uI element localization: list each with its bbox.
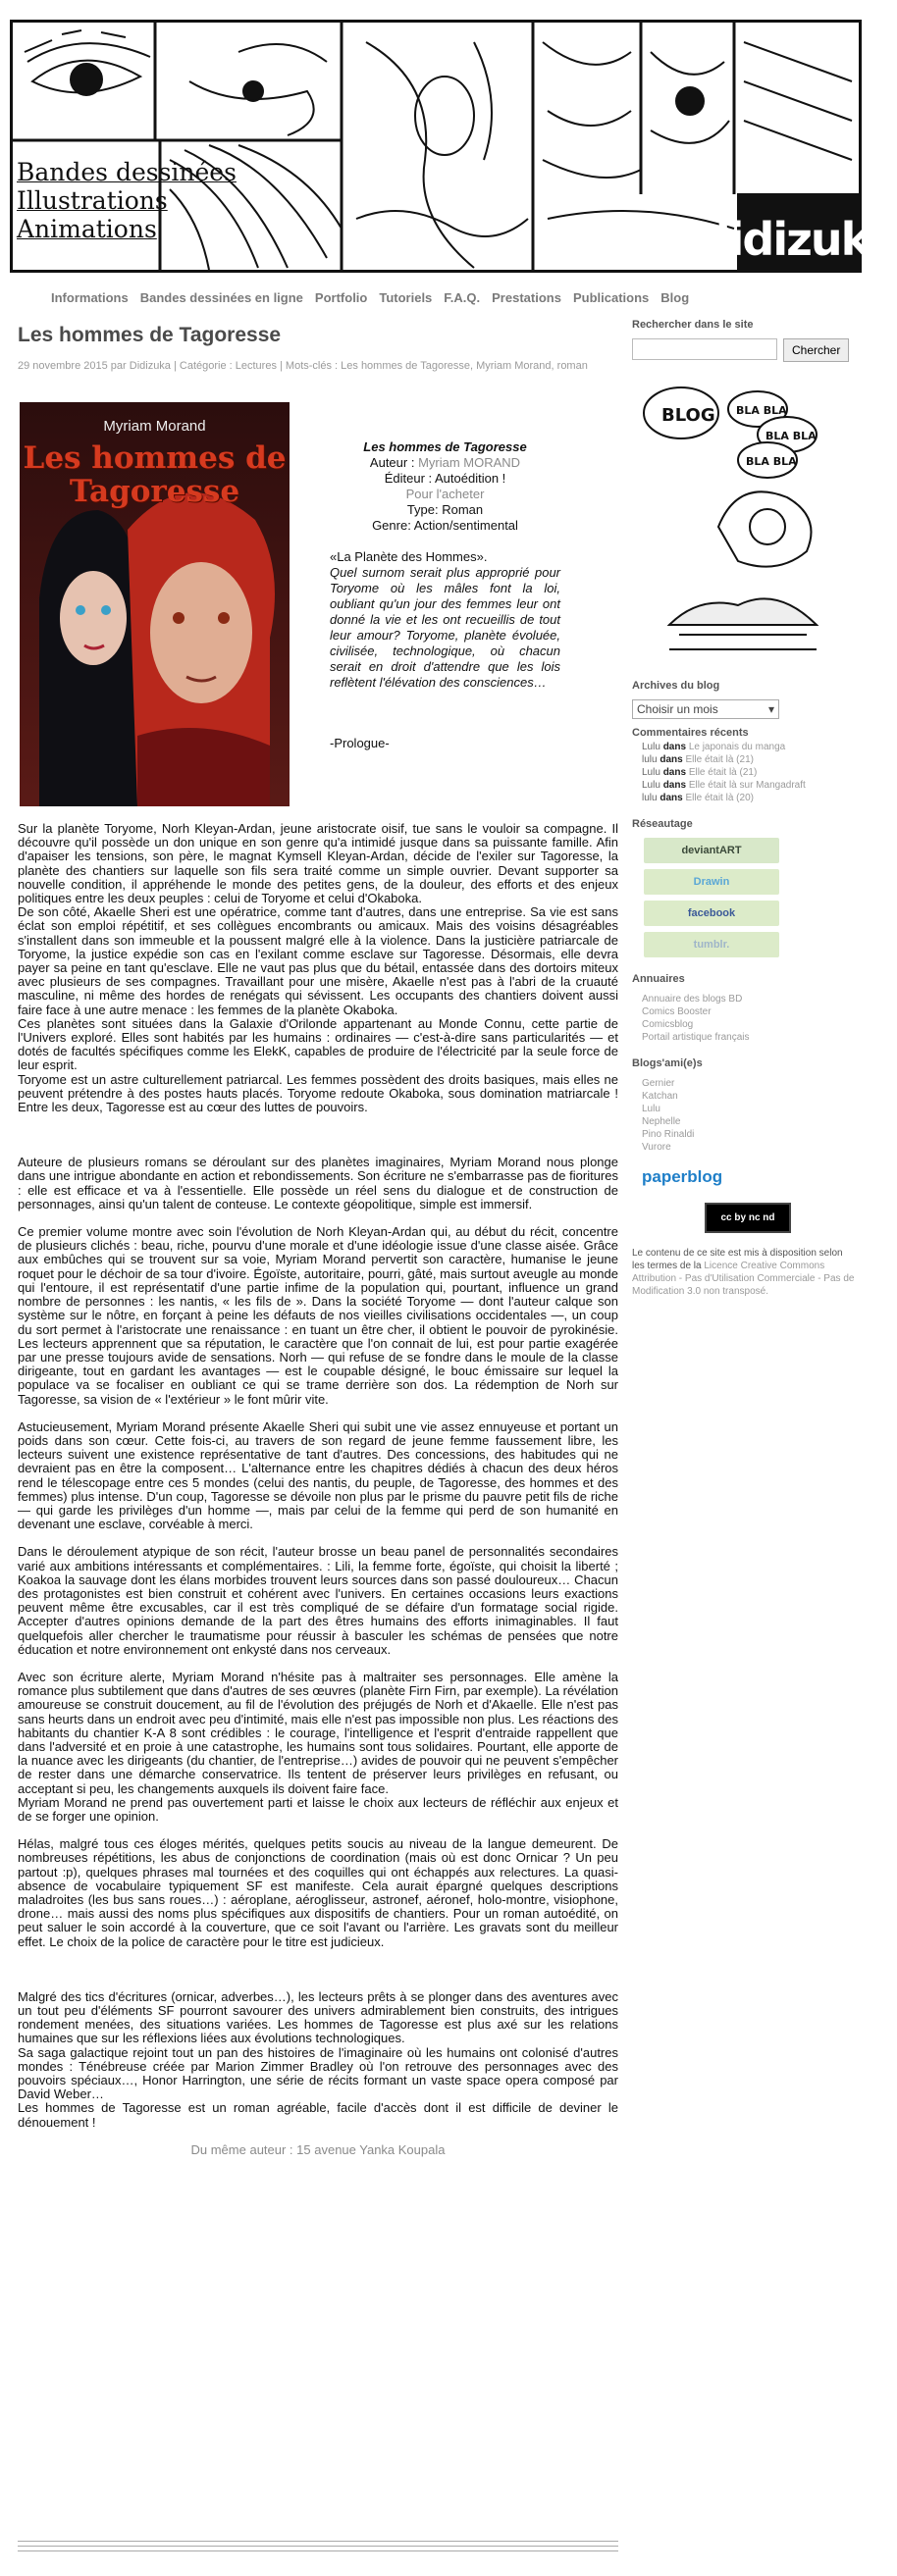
paragraph: Avec son écriture alerte, Myriam Morand n'hésite pas à maltraiter ses personnages. Elle amène la romance plus subtilement que dans d'autres de ses œuvres (planète Firn Firn, par exemple). La révélation amoureuse se construit doucement, au fil de l'évolution des préjugés de Norh et d'Akaelle. Elle n'est pas sans heurts dans un endroit avec peu d'intimité, mais elle n'est pas impossible non plus. Les réactions des habitants du chantier K-A 8 sont crédibles : le courage, l'intelligence et l'esprit d'entraide rappellent que dans l'adversité et en proie à une catastrophe, les humains sont tous solidaires. Pourtant, elle apporte de la nuance avec les dirigeants (du chantier, de l'entreprise…) avides de pouvoir qui ne peuvent s'empêcher de rester dans une démarche conservatrice. Ils tentent de préserver leurs privilèges en refusant, ou acceptant si peu, les changements auxquels ils doivent faire face. (18, 1669, 618, 1796)
quote-body: Quel surnom serait plus approprié pour Toryome où les mâles font la loi, oubliant qu'un jour des femmes leur ont donné la vie et les ont recueillis de tout leur amour? Toryome, planète évoluée, civilisée, technologique, où chacun serait en droit d'attendre que les lois reflètent l'élévation des consciences… (330, 565, 560, 690)
paragraph: Toryome est un astre culturellement patriarcal. Les femmes possèdent des droits basiques, mais elles ne peuvent prétendre à des postes hauts placés. Toryome redoute Okaboka, sous domination matriarcale ! Entre les deux, Tagoresse est au cœur des luttes de pouvoirs. (18, 1071, 618, 1115)
network-title: Réseautage (632, 818, 693, 830)
tagline-animations: Animations (17, 215, 157, 243)
bubble-blog: BLOG (661, 405, 715, 426)
paragraph: Auteure de plusieurs romans se déroulant sur des planètes imaginaires, Myriam Morand nous plonge dans une intrigue abondante en action et rebondissements. Son écriture ne s'embarrasse pas de fioritures : elle est efficace et va à l'essentielle. Elle possède un réel sens du dialogue et de construction de personnages, ainsi qu'un talent de conteuse. Le contexte géopolitique, simple est immersif. (18, 1155, 618, 1211)
tumblr-button[interactable]: tumblr. (644, 932, 779, 957)
annuaires-title: Annuaires (632, 973, 685, 985)
nav-portfolio[interactable]: Portfolio (314, 290, 368, 305)
paragraph: Dans le déroulement atypique de son récit, l'auteur brosse un beau panel de personnalités secondaires varié aux ambitions intéressants et complémentaires. : Lili, la femme forte, égoïste, qui choisit la liberté ; Koakoa la sauvage dont les élans morbides trouvent leurs sources dans son passé douloureux… Chacun des protagonistes est bien construit et cohérent avec l'univers. En certaines occasions leurs exactions peuvent même être excusables, car il est très compliqué de se défaire d'un formatage social rigide. Accepter d'autres opinions demande de la part des êtres humains des efforts inimaginables. Il faut quelquefois aller chercher le traumatisme pour réussir à basculer les schémas de pensées que notre éducation et notre environnement ont enkysté dans nos cerveaux. (18, 1544, 618, 1657)
list-item[interactable]: Lulu dans Elle était là (21) (642, 767, 758, 778)
paragraph: Myriam Morand ne prend pas ouvertement parti et laisse le choix aux lecteurs de réfléchir aux enjeux et de se forger une opinion. (18, 1794, 618, 1824)
list-item[interactable]: lulu dans Elle était là (20) (642, 793, 754, 803)
book-info-editor: Éditeur : Autoédition ! (384, 471, 506, 486)
blog-link[interactable]: Pino Rinaldi (642, 1129, 695, 1140)
tagline-bd: Bandes dessinées (17, 158, 237, 186)
chevron-down-icon: ▾ (767, 702, 774, 716)
paperblog-logo[interactable]: paperblog (642, 1167, 723, 1186)
site-logo[interactable]: didizuka (737, 193, 859, 270)
nav-prestations[interactable]: Prestations (492, 290, 561, 305)
search-form (632, 338, 856, 362)
nav-blog[interactable]: Blog (660, 290, 690, 305)
paragraph: Sa saga galactique rejoint tout un pan des histoires de l'imaginaire où les humains ont colonisé d'autres mondes : Ténébreuse créée par Marion Zimmer Bradley où l'on retrouve des personnages avec des pouvoirs spéciaux…, Honor Harrington, une série de récits formant un vaste space opera composé par David Weber… (18, 2044, 618, 2102)
recent-comments (632, 741, 856, 804)
cc-license-badge[interactable]: cc by nc nd (705, 1203, 791, 1233)
main-nav (51, 290, 701, 305)
drawin-button[interactable]: Drawin (644, 869, 779, 895)
svg-text:BLA BLA: BLA BLA (746, 455, 797, 468)
blogs-list (632, 1077, 856, 1154)
blog-illustration (640, 380, 836, 664)
book-info-author: Auteur : Myriam MORAND (369, 455, 521, 470)
facebook-button[interactable]: facebook (644, 901, 779, 926)
paragraph: Les hommes de Tagoresse est un roman agréable, facile d'accès dont il est difficile de deviner le dénouement ! (18, 2100, 618, 2130)
archives-select[interactable]: Choisir un mois ▾ (632, 699, 779, 719)
list-item[interactable]: Lulu dans Le japonais du manga (642, 742, 786, 752)
book-info (330, 439, 560, 534)
buy-link[interactable]: Pour l'acheter (405, 487, 485, 501)
paragraph: Hélas, malgré tous ces éloges mérités, quelques petits soucis au niveau de la langue demeurent. De nombreuses répétitions, les abus de conjonctions de coordination (mais où est donc Ornicar ? Un peu partout :p), quelques phrases mal tournées et des coquilles qui ont échappés aux relectures. La quasi-absence de vocabulaire typiquement SF est manifeste. Cela aurait épargné quelques descriptions maladroites (les bus sans roues…) : aéroplane, aéroglisseur, astronef, aéronef, holo-montre, visiophone, drone… mais aussi des noms plus spécifiques aux dispositifs de chantiers. Pour un roman autoédité, on peut saluer le soin accordé à la couverture, que ce soit l'avant ou l'arrière. Les gravats sont du meilleur effet. Le choix de la police de caractère pour le titre est judicieux. (18, 1836, 618, 1949)
search-title: Rechercher dans le site (632, 319, 754, 331)
book-quote (330, 549, 560, 691)
paragraph: Ces planètes sont situées dans la Galaxie d'Orilonde appartenant au Monde Connu, cette partie de l'Univers exploré. Elles sont habités par les humains : ordinaires — c'est-à-dire sans particularités — et dotés de facultés spécifiques comme les ElekK, capables de produire de l'électricité par la seule force de leur esprit. (18, 1015, 618, 1073)
tagline-illustrations: Illustrations (17, 186, 168, 215)
paragraph: Sur la planète Toryome, Norh Kleyan-Ardan, jeune aristocrate oisif, tue sans le vouloir sa compagne. Il découvre qu'il possède un don unique en son genre qu'a intimidé jusque dans sa puissante famille. Afin d'apaiser les tensions, son père, le magnat Kymsell Kleyan-Ardan, décide de l'exiler sur Tagoresse, la planète des chantiers sur laquelle son fils sera traité comme un simple ouvrier. Devant supporter sa nouvelle condition, il appréhende le monde des petites gens, de la douleur, des efforts et des enjeux politiques entre les deux peuples : celui de Toryome et celui d'Okaboka. (18, 821, 618, 906)
book-cover (20, 402, 290, 806)
annuaires-list (632, 993, 856, 1044)
cover-author: Myriam Morand (103, 418, 206, 435)
search-input[interactable] (632, 338, 777, 360)
svg-text:BLA BLA: BLA BLA (765, 430, 817, 442)
nav-informations[interactable]: Informations (51, 290, 129, 305)
deviantart-button[interactable]: deviantART (644, 838, 779, 863)
annuaire-link[interactable]: Comics Booster (642, 1006, 712, 1017)
paragraph: Astucieusement, Myriam Morand présente Akaelle Sheri qui subit une vie assez ennuyeuse et portant un poids dans son cœur. Cette fois-ci, au travers de son regard de jeune femme faussement libre, les lecteurs suivent une existence représentative de tant d'autres. Des concessions, des habitudes qui ne devraient pas en être la composent… L'alternance entre les chapitres dédiés à chacun des deux héros rend le télescopage entre ces 5 mondes (celui des nantis, du peuple, de Tagoresse, des hommes et des femmes) plus intense. D'un coup, Tagoresse se dévoile non plus par le prisme du pauvre petit fils de riche — qui garde les privilèges d'un homme —, mais par celui de la femme qui perd de son humanité en devenant une esclave, corvéable à merci. (18, 1418, 618, 1532)
archives-title: Archives du blog (632, 680, 720, 692)
nav-bd-en-ligne[interactable]: Bandes dessinées en ligne (139, 290, 303, 305)
footer-rule (18, 2541, 618, 2555)
header-banner (10, 20, 897, 273)
svg-text:BLA BLA: BLA BLA (736, 404, 787, 417)
paragraph: Malgré des tics d'écritures (ornicar, adverbes…), les lecteurs prêts à se plonger dans des aventures avec un tout peu d'éléments SF pourront savourer des univers admirablement bien construits, des intrigues rondement menées, des situations variées. Les hommes de Tagoresse est plus axé sur les relations humaines que sur les réflexions liées aux évolutions technologiques. (18, 1988, 618, 2046)
annuaire-link[interactable]: Portail artistique français (642, 1032, 750, 1043)
annuaire-link[interactable]: Comicsblog (642, 1019, 694, 1030)
nav-publications[interactable]: Publications (572, 290, 650, 305)
annuaire-link[interactable]: Annuaire des blogs BD (642, 994, 743, 1005)
post-title[interactable]: Les hommes de Tagoresse (18, 324, 282, 346)
quote-head: «La Planète des Hommes». (330, 549, 488, 564)
blog-link[interactable]: Nephelle (642, 1116, 681, 1127)
list-item[interactable]: lulu dans Elle était là (21) (642, 754, 754, 765)
book-info-type: Type: Roman (406, 502, 484, 517)
blogs-title: Blogs'ami(e)s (632, 1057, 703, 1069)
blog-link[interactable]: Gernier (642, 1078, 675, 1089)
banner-taglines (17, 158, 237, 243)
related-link[interactable]: Du même auteur : 15 avenue Yanka Koupala (190, 2141, 446, 2157)
book-info-genre: Genre: Action/sentimental (372, 518, 518, 533)
blog-link[interactable]: Vurore (642, 1142, 671, 1153)
sidebar (632, 319, 856, 1298)
book-info-title: Les hommes de Tagoresse (363, 439, 527, 454)
license-text: Le contenu de ce site est mis à disposition selon les termes de la Licence Creative Commons Attribution - Pas d'Utilisation Commerciale - Pas de Modification 3.0 non transposé. (632, 1248, 855, 1297)
blog-link[interactable]: Katchan (642, 1091, 678, 1102)
nav-tutoriels[interactable]: Tutoriels (379, 290, 433, 305)
list-item[interactable]: Lulu dans Elle était là sur Mangadraft (642, 780, 806, 791)
search-button[interactable]: Chercher (783, 338, 849, 362)
paragraph: Ce premier volume montre avec soin l'évolution de Norh Kleyan-Ardan qui, au début du récit, concentre de plusieurs clichés : beau, riche, pourvu d'une morale et d'une idéologie issue d'une classe aisée. Grâce aux embûches qui se trouvent sur sa voie, Myriam Morand pervertit son caractère, humanise le jeune roquet pour le déchoir de sa tour d'ivoire. Égoïste, autoritaire, pourri, gâté, mais surtout aveugle au monde qui l'entoure, il est représentatif d'une partie infime de la population qui, pourtant, influence un grand nombre de personnes : les nantis, « les fils de ». Dans la société Toryome — dont l'auteur calque son système sur le nôtre, en forçant à peine les défauts de nos vieilles civilisations occidentales —, un coup du sort permet à l'aristocrate une renaissance : en tuant un être cher, il obtient le pouvoir de pyrokinésie. Les lecteurs apprennent que sa réputation, le caractère que l'on connait de lui, est pour partie exagérée par une presse toujours avide de sensations. Norh — qui refuse de se fondre dans le moule de la classe dirigeante, tout en gardant les avantages — est le coupable désigné, le bouc émissaire sur lequel la populace va se focaliser en oubliant ce qui se trame derrière son dos. La rédemption de Norh sur Tagoresse, sa vision de « l'extérieur » le font mûrir vite. (18, 1224, 618, 1407)
cover-title: Les hommes de Tagoresse (23, 440, 287, 509)
license-link[interactable]: Licence Creative Commons Attribution - Pas d'Utilisation Commerciale - Pas de Modification 3.0 non transposé. (632, 1261, 855, 1297)
nav-faq[interactable]: F.A.Q. (444, 290, 481, 305)
post-meta: 29 novembre 2015 par Didizuka | Catégorie : Lectures | Mots-clés : Les hommes de Tagoresse, Myriam Morand, roman (18, 360, 588, 372)
article-body (18, 822, 618, 2157)
comments-title: Commentaires récents (632, 727, 749, 739)
paragraph: De son côté, Akaelle Sheri est une opératrice, comme tant d'autres, dans une entreprise. Sa vie est sans éclat son emploi répétitif, et ses collègues encombrants ou amicaux. Mais des voisins désagréables s'installent dans son immeuble et la poussent malgré elle à la violence. Dans la justicière patriarcale de Toryome, la justice expédie son cas en l'exilant comme esclave sur Tagoresse. Désormais, elle devra payer sa peine en tant qu'esclave. Elle ne vaut pas plus que du bétail, entassée dans des dortoirs miteux avec plusieurs de ses compagnes. Travaillant pour une misère, Akaelle n'est pas à l'abri de la cruauté masculine, ni même des hordes de renégats qui sévissent. Les occupants des chantiers doivent aussi faire face à une autre menace : les femmes de la planète Okaboka. (18, 904, 618, 1017)
prologue-label: -Prologue- (330, 736, 390, 750)
blog-link[interactable]: Lulu (642, 1104, 660, 1114)
article (18, 324, 618, 2157)
author-link[interactable]: Myriam MORAND (418, 455, 521, 470)
blog-bubble-drawing (640, 380, 836, 664)
